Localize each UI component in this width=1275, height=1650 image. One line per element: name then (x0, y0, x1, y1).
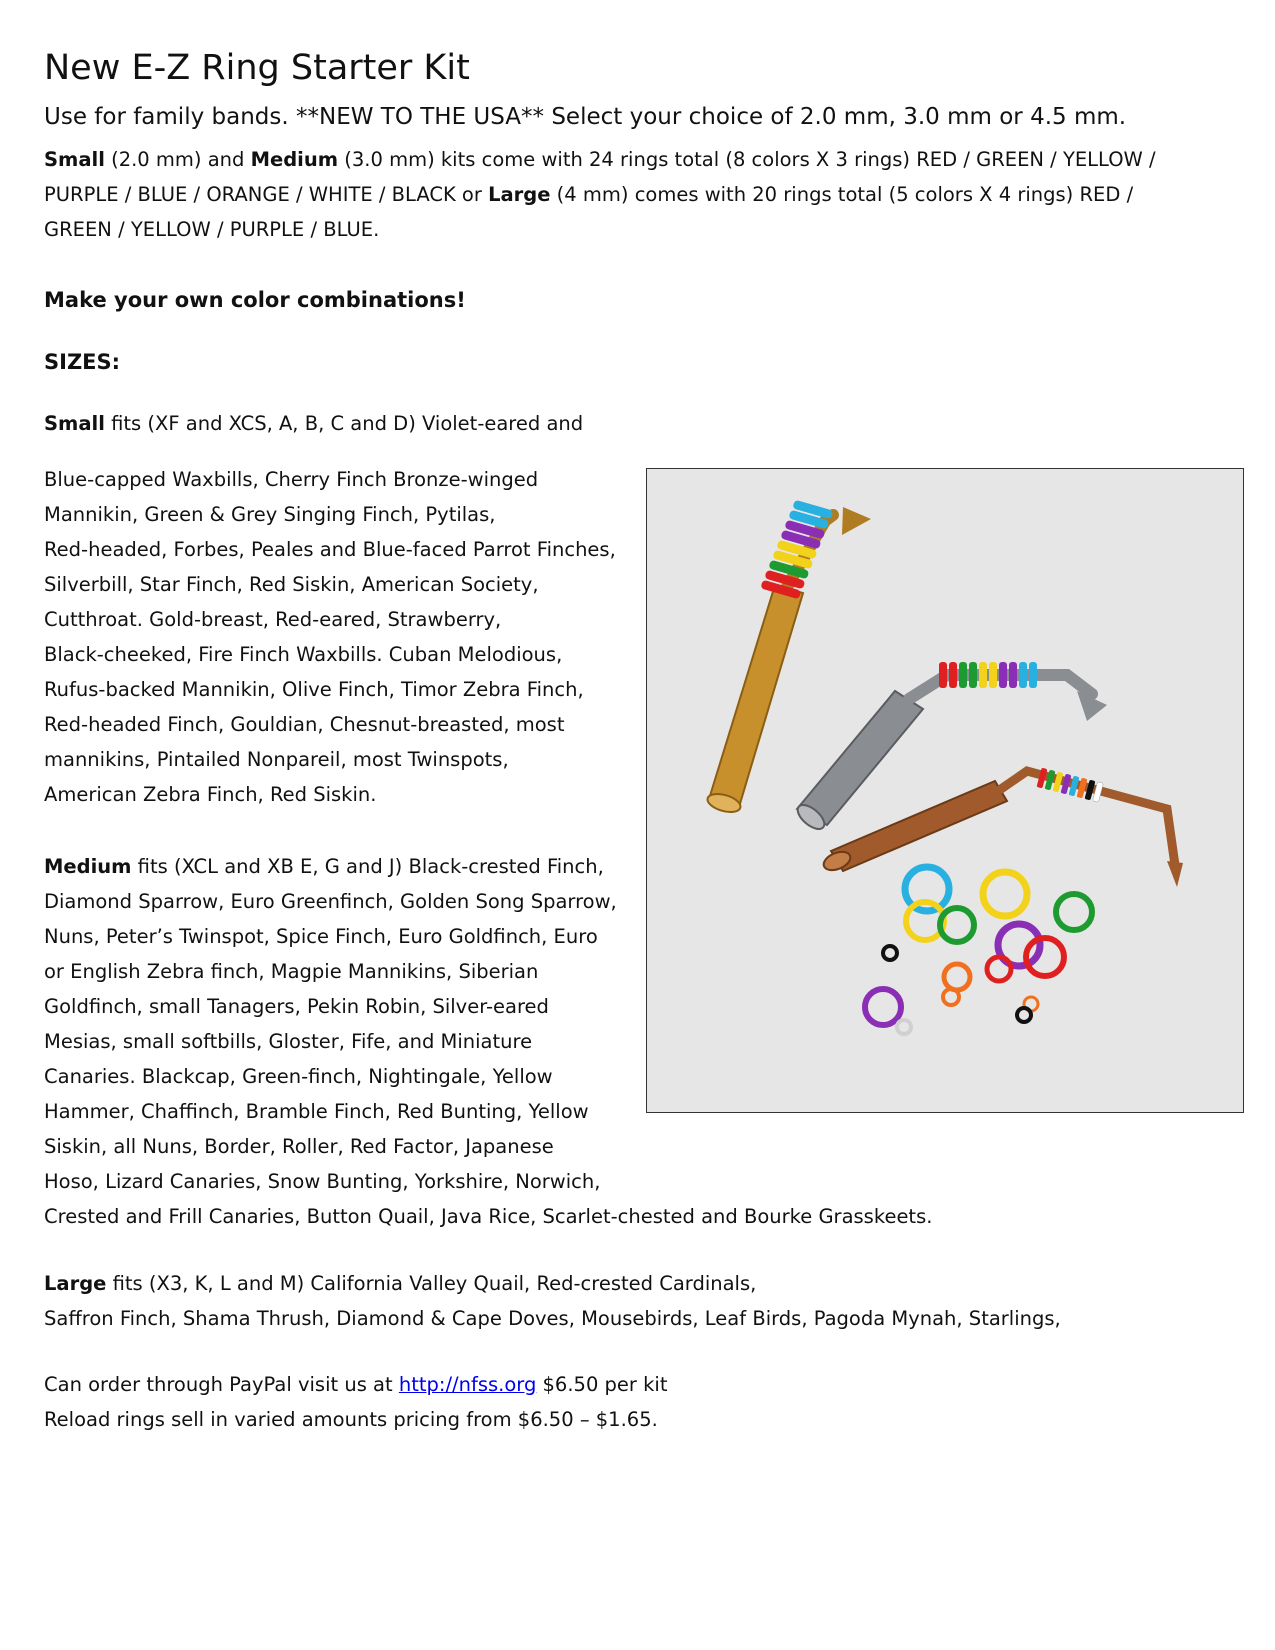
nfss-link[interactable]: http://nfss.org (398, 1373, 537, 1396)
kit-description (44, 142, 1156, 247)
page-title: New E-Z Ring Starter Kit (44, 48, 470, 88)
ordering-info: Can order through PayPal visit us at http://nfss.org $6.50 per kit Reload rings sell in varied amounts pricing from $6.50 – $1.65. (44, 1367, 668, 1437)
page-subtitle: Use for family bands. **NEW TO THE USA** Select your choice of 2.0 mm, 3.0 mm or 4.5 mm. (44, 104, 1127, 130)
sizes-heading: SIZES: (44, 350, 121, 374)
gold-tool-ring-stack (760, 500, 833, 600)
small-sizes-list: Blue-capped Waxbills, Cherry Finch Bronze-winged Mannikin, Green & Grey Singing Finch, Pytilas, Red-headed, Forbes, Peales and Blue-faced Parrot Finches, Silverbill, Star Finch, Red Siskin, American Society, Cutthroat. Gold-breast, Red-eared, Strawberry, Black-cheeked, Fire Finch Waxbills. Cuban Melodious, Rufus-backed Mannikin, Olive Finch, Timor Zebra Finch, Red-headed Finch, Gouldian, Chesnut-breasted, most mannikins, Pintailed Nonpareil, most Twinspots, American Zebra Finch, Red Siskin. (44, 468, 616, 806)
ring-tools-illustration (647, 469, 1242, 1111)
intro-line-2: PURPLE / BLUE / ORANGE / WHITE / BLACK or Large (4 mm) comes with 20 rings total (5 colors X 4 rings) RED / (44, 183, 1134, 206)
large-sizes-list: Large fits (X3, K, L and M) California Valley Quail, Red-crested Cardinals, Saffron Finch, Shama Thrush, Diamond & Cape Doves, Mousebirds, Leaf Birds, Pagoda Mynah, Starlings, (44, 1272, 1061, 1330)
small-sizes-intro: Small fits (XF and XCS, A, B, C and D) Violet-eared and (44, 412, 584, 435)
medium-sizes-list: Medium fits (XCL and XB E, G and J) Black-crested Finch, Diamond Sparrow, Euro Greenfinch, Golden Song Sparrow, Nuns, Peter’s Twinspot, Spice Finch, Euro Goldfinch, Euro or English Zebra finch, Magpie Mannikins, Siberian Goldfinch, small Tanagers, Pekin Robin, Silver-eared Mesias, small softbills, Gloster, Fife, and Miniature Canaries. Blackcap, Green-finch, Nightingale, Yellow Hammer, Chaffinch, Bramble Finch, Red Bunting, Yellow Siskin, all Nuns, Border, Roller, Red Factor, Japanese Hoso, Lizard Canaries, Snow Bunting, Yorkshire, Norwich, Crested and Frill Canaries, Button Quail, Java Rice, Scarlet-chested and Bourke Grasskeets. (44, 855, 933, 1228)
reload-pricing: Reload rings sell in varied amounts pricing from $6.50 – $1.65. (44, 1408, 658, 1431)
product-photo (646, 468, 1244, 1113)
intro-line-3: GREEN / YELLOW / PURPLE / BLUE. (44, 218, 380, 241)
combinations-heading: Make your own color combinations! (44, 288, 466, 312)
intro-line-1: Small (2.0 mm) and Medium (3.0 mm) kits come with 24 rings total (8 colors X 3 rings) RED / GREEN / YELLOW / (44, 148, 1156, 171)
loose-rings (865, 867, 1092, 1034)
